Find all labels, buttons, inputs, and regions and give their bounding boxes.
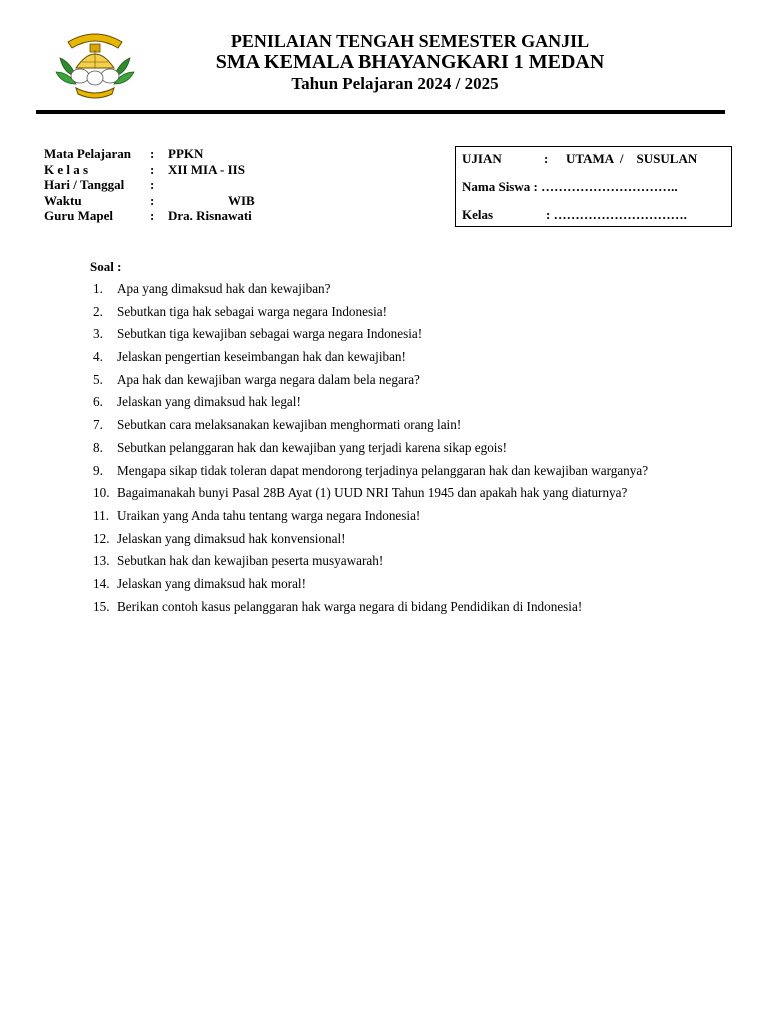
exam-identity-box [455, 146, 732, 227]
question-item [93, 416, 753, 439]
question-text: Apa yang dimaksud hak dan kewajiban? [117, 281, 331, 296]
question-text: Jelaskan yang dimaksud hak konvensional! [117, 530, 346, 546]
question-item [93, 484, 753, 507]
question-text: Sebutkan cara melaksanakan kewajiban menghormati orang lain! [117, 417, 462, 433]
info-colon: : [150, 146, 155, 161]
question-text: Jelaskan yang dimaksud hak legal! [117, 394, 301, 410]
kelas-field: : …………………………. [546, 207, 687, 222]
question-number: 5. [93, 371, 103, 387]
question-text: Sebutkan tiga hak sebagai warga negara Indonesia! [117, 303, 387, 319]
question-number: 4. [93, 349, 103, 365]
question-text: Uraikan yang Anda tahu tentang warga negara Indonesia! [117, 507, 421, 523]
ujian-label: UJIAN [462, 151, 502, 166]
question-item [93, 575, 753, 598]
question-text: Sebutkan pelanggaran hak dan kewajiban yang terjadi karena sikap egois! [117, 439, 507, 455]
question-item [93, 393, 753, 416]
info-label: Waktu [44, 192, 82, 208]
info-label: Mata Pelajaran [44, 146, 132, 161]
question-item [93, 371, 753, 394]
question-number: 12. [93, 530, 110, 546]
header-divider [36, 110, 725, 114]
question-item [93, 530, 753, 553]
info-value: XII MIA - IIS [168, 161, 245, 177]
question-item [93, 280, 753, 303]
question-number: 3. [93, 326, 103, 342]
info-colon: : [150, 161, 155, 177]
kelas-label: Kelas [462, 207, 494, 222]
nama-siswa-field: Nama Siswa : ………………………….. [462, 179, 678, 194]
question-item [93, 552, 753, 575]
question-number: 7. [93, 417, 103, 433]
question-number: 10. [93, 485, 110, 501]
question-number: 2. [93, 303, 103, 319]
info-colon: : [150, 208, 155, 224]
question-number: 1. [93, 281, 103, 296]
question-text: Jelaskan yang dimaksud hak moral! [117, 575, 306, 591]
question-text: Mengapa sikap tidak toleran dapat mendorong terjadinya pelanggaran hak dan kewajiban warganya? [117, 462, 649, 478]
question-number: 9. [93, 462, 103, 478]
question-item [93, 303, 753, 326]
question-text: Sebutkan tiga kewajiban sebagai warga negara Indonesia! [117, 326, 423, 342]
question-item [93, 325, 753, 348]
info-value: Dra. Risnawati [168, 208, 252, 224]
question-text: Jelaskan pengertian keseimbangan hak dan kewajiban! [117, 349, 406, 365]
question-number: 15. [93, 598, 110, 614]
school-logo-icon [52, 28, 138, 100]
info-label: K e l a s [44, 161, 89, 177]
info-colon: : [150, 177, 155, 193]
question-list [93, 280, 753, 620]
school-name: SMA KEMALA BHAYANGKARI 1 MEDAN [215, 51, 605, 73]
question-item [93, 598, 753, 621]
academic-year: Tahun Pelajaran 2024 / 2025 [291, 74, 499, 93]
info-value: PPKN [168, 146, 204, 161]
question-text: Apa hak dan kewajiban warga negara dalam bela negara? [117, 371, 420, 387]
ujian-value: UTAMA / SUSULAN [566, 151, 698, 166]
question-number: 14. [93, 575, 110, 591]
question-text: Sebutkan hak dan kewajiban peserta musyawarah! [117, 553, 384, 569]
info-colon: : [150, 192, 155, 208]
question-text: Bagaimanakah bunyi Pasal 28B Ayat (1) UUD NRI Tahun 1945 dan apakah hak yang diaturnya? [117, 485, 628, 501]
question-number: 6. [93, 394, 103, 410]
question-item [93, 462, 753, 485]
info-label: Guru Mapel [44, 208, 113, 224]
question-item [93, 507, 753, 530]
soal-heading: Soal : [90, 259, 122, 274]
question-number: 13. [93, 553, 110, 569]
question-item [93, 439, 753, 462]
question-number: 8. [93, 439, 103, 455]
info-value: WIB [228, 192, 255, 208]
question-item [93, 348, 753, 371]
ujian-colon: : [544, 151, 549, 166]
question-text: Berikan contoh kasus pelanggaran hak warga negara di bidang Pendidikan di Indonesia! [117, 598, 583, 614]
question-number: 11. [93, 507, 109, 523]
info-label: Hari / Tanggal [44, 177, 125, 193]
exam-title: PENILAIAN TENGAH SEMESTER GANJIL [230, 31, 590, 51]
